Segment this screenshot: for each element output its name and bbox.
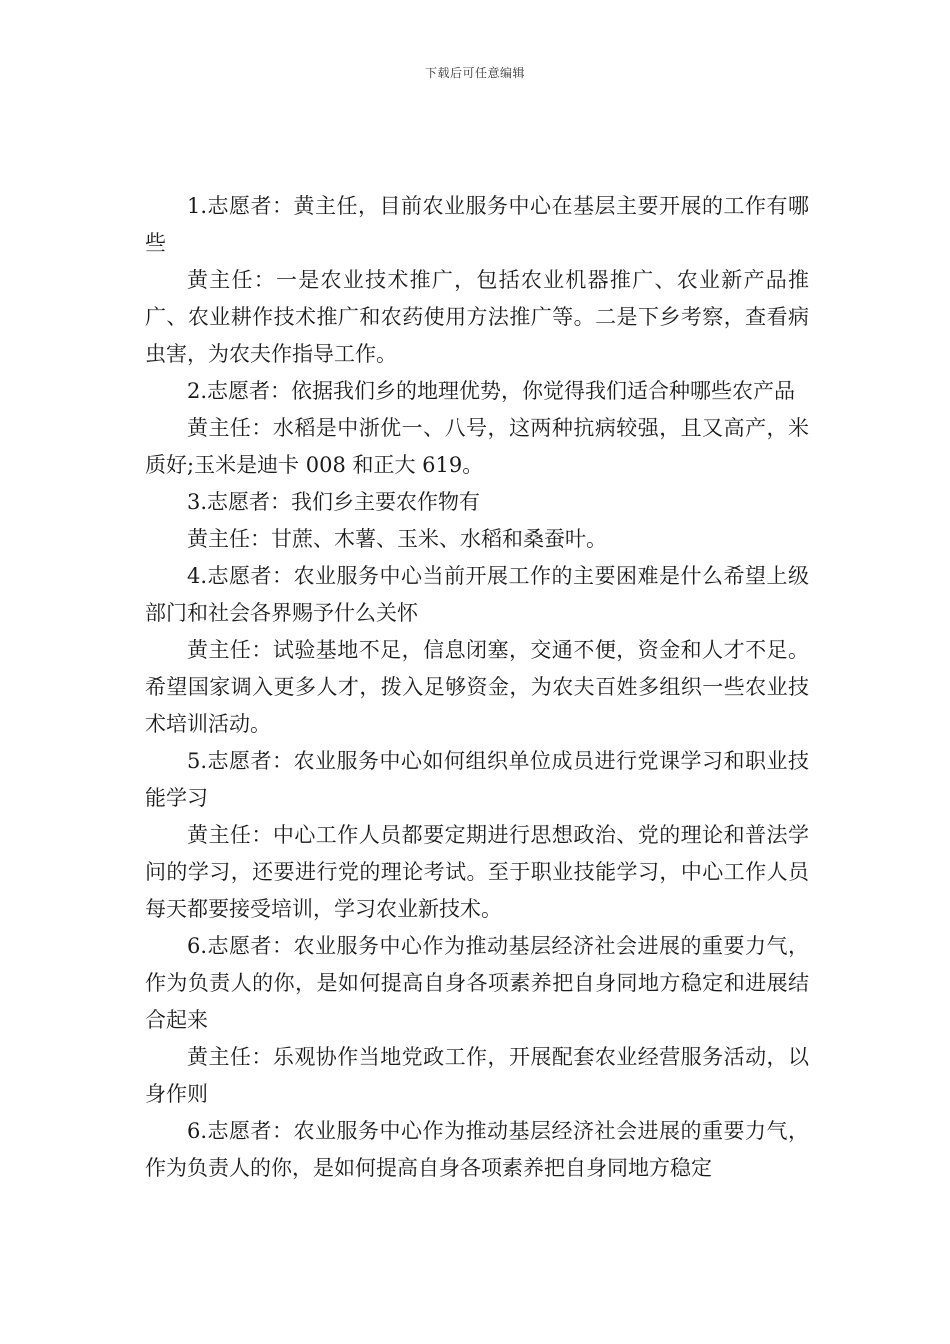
paragraph-a4: 黄主任：试验基地不足，信息闭塞，交通不便，资金和人才不足。希望国家调入更多人才，拨入足够资金，为农夫百姓多组织一些农业技术培训活动。: [145, 638, 809, 736]
paragraph-q4: 4.志愿者：农业服务中心当前开展工作的主要困难是什么希望上级部门和社会各界赐予什么关怀: [145, 564, 809, 625]
paragraph-q5: 5.志愿者：农业服务中心如何组织单位成员进行党课学习和职业技能学习: [145, 749, 809, 810]
paragraph-a6: 黄主任：乐观协作当地党政工作，开展配套农业经营服务活动，以身作则: [145, 1045, 809, 1106]
paragraph-a3: 黄主任：甘蔗、木薯、玉米、水稻和桑蚕叶。: [187, 527, 607, 551]
document-body: [145, 188, 809, 1187]
paragraph-q6-repeat: 6.志愿者：农业服务中心作为推动基层经济社会进展的重要力气，作为负责人的你，是如何提高自身各项素养把自身同地方稳定: [145, 1119, 809, 1180]
paragraph-q1: 1.志愿者：黄主任，目前农业服务中心在基层主要开展的工作有哪些: [145, 194, 809, 255]
paragraph-a2: 黄主任：水稻是中浙优一、八号，这两种抗病较强，且又高产，米质好;玉米是迪卡 008 和正大 619。: [145, 416, 809, 477]
paragraph-q6: 6.志愿者：农业服务中心作为推动基层经济社会进展的重要力气，作为负责人的你，是如何提高自身各项素养把自身同地方稳定和进展结合起来: [145, 934, 809, 1032]
paragraph-q2: 2.志愿者：依据我们乡的地理优势，你觉得我们适合种哪些农产品: [187, 379, 796, 403]
page-header: 下载后可任意编辑: [424, 66, 525, 80]
paragraph-a1: 黄主任：一是农业技术推广，包括农业机器推广、农业新产品推广、农业耕作技术推广和农药使用方法推广等。二是下乡考察，查看病虫害，为农夫作指导工作。: [145, 268, 809, 366]
paragraph-a5: 黄主任：中心工作人员都要定期进行思想政治、党的理论和普法学问的学习，还要进行党的理论考试。至于职业技能学习，中心工作人员每天都要接受培训，学习农业新技术。: [145, 823, 809, 921]
paragraph-q3: 3.志愿者：我们乡主要农作物有: [187, 490, 481, 514]
